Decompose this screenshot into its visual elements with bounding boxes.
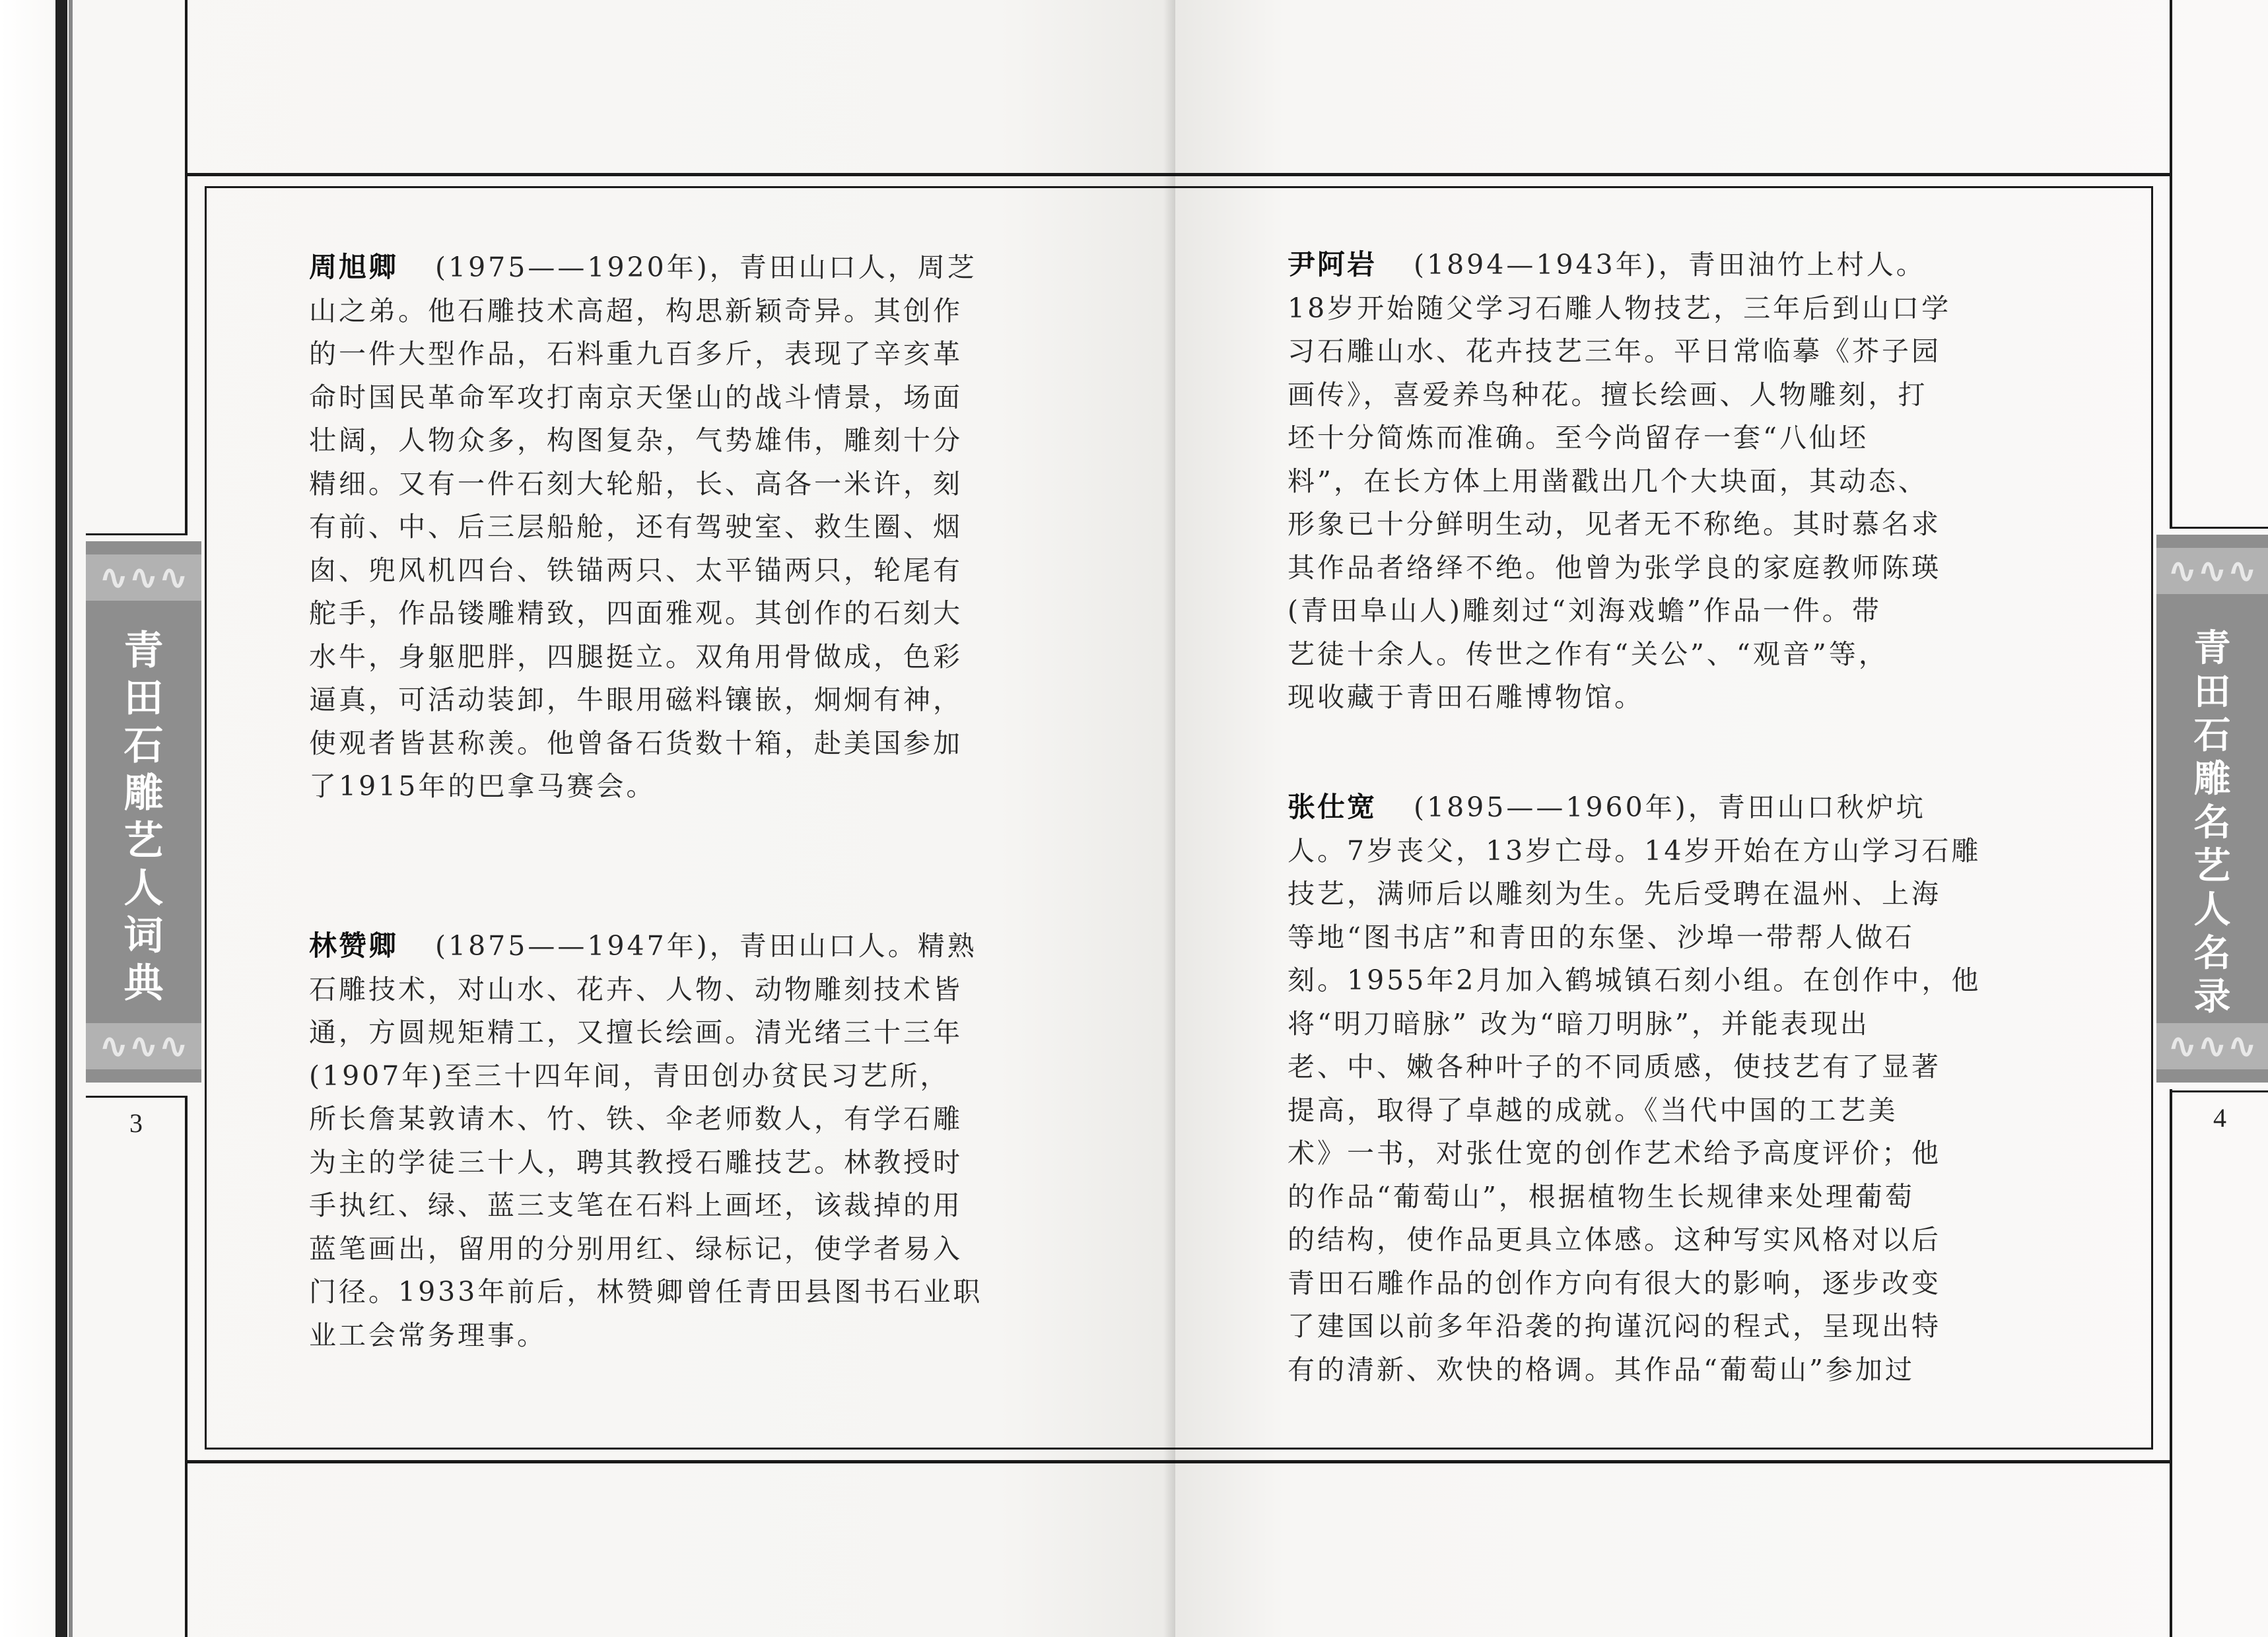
- entry-line: (青田阜山人)雕刻过“刘海戏蟾”作品一件。带: [1288, 595, 1882, 626]
- tab-char: 石: [123, 723, 164, 769]
- entry-line: 业工会常务理事。: [309, 1319, 547, 1351]
- entry-line: 的作品“葡萄山”，根据植物生长规律来处理葡萄: [1288, 1180, 1915, 1213]
- cloud-ornament-bottom: ∿∿∿: [86, 1023, 201, 1069]
- tab-char: 人: [2193, 888, 2231, 931]
- entry-line: 形象已十分鲜明生动，见者无不称绝。其时慕名求: [1288, 508, 1941, 540]
- entry-line: 门径。1933年前后，林赞卿曾任青田县图书石业职: [309, 1276, 983, 1308]
- entry-line: 老、中、嫩各种叶子的不同质感，使技艺有了显著: [1288, 1051, 1941, 1083]
- entry-line: 手执红、绿、蓝三支笔在石料上画坯，该裁掉的用: [309, 1189, 963, 1221]
- entry-line: (1875——1947年)，青田山口人。精熟: [435, 930, 977, 962]
- entry-line: 囱、兜风机四台、铁锚两只、太平锚两只，轮尾有: [309, 554, 963, 586]
- tab-char: 名: [2193, 801, 2231, 844]
- entry-line: 蓝笔画出，留用的分别用红、绿标记，使学者易入: [309, 1232, 963, 1265]
- tab-char: 雕: [2193, 758, 2231, 801]
- entry-yin-ayan: [1288, 243, 2045, 719]
- tab-char: 艺: [2193, 845, 2231, 888]
- entry-line: (1895——1960年)，青田山口秋炉坑: [1414, 791, 1926, 823]
- left-vertical-rule-bottom: [185, 1096, 188, 1637]
- page-number-left: 3: [129, 1108, 143, 1138]
- entry-line: 逼真，可活动装卸，牛眼用磁料镶嵌，炯炯有神，: [309, 684, 963, 716]
- tab-char: 石: [2193, 714, 2231, 757]
- entry-line: 技艺，满师后以雕刻为生。先后受聘在温州、上海: [1288, 878, 1941, 910]
- entry-line: 等地“图书店”和青田的东堡、沙埠一带帮人做石: [1288, 921, 1915, 953]
- right-vertical-rule-top: [2170, 0, 2172, 528]
- entry-line: 刻。1955年2月加入鹤城镇石刻小组。在创作中，他: [1288, 964, 1981, 996]
- cloud-ornament-top: ∿∿∿: [86, 554, 201, 601]
- tab-char: 青: [2193, 627, 2231, 670]
- entry-line: 术》一书，对张仕宽的创作艺术给予高度评价；他: [1288, 1137, 1941, 1169]
- entry-line: 现收藏于青田石雕博物馆。: [1288, 681, 1644, 713]
- tab-char: 艺: [123, 818, 164, 864]
- entry-zhou-xuqing: [309, 246, 1066, 809]
- left-vertical-rule-top: [185, 0, 188, 535]
- right-horizontal-rule-bottom: [1175, 1460, 2171, 1463]
- entry-line: 提高，取得了卓越的成就。《当代中国的工艺美: [1288, 1094, 1898, 1126]
- entry-line: 有前、中、后三层船舱，还有驾驶室、救生圈、烟: [309, 511, 963, 543]
- entry-line: 坯十分简炼而准确。至今尚留存一套“八仙坯: [1288, 422, 1869, 453]
- entry-line: 壮阔，人物众多，构图复杂，气势雄伟，雕刻十分: [309, 424, 963, 456]
- entry-line: 料”，在长方体上用凿戳出几个大块面，其动态、: [1288, 465, 1928, 497]
- tab-char: 雕: [123, 770, 164, 817]
- entry-line: 舵手，作品镂雕精致，四面雅观。其创作的石刻大: [309, 597, 963, 629]
- entry-name: 张仕宽: [1288, 791, 1377, 823]
- entry-line: 其作品者络绎不绝。他曾为张学良的家庭教师陈瑛: [1288, 551, 1941, 584]
- entry-line: 的一件大型作品，石料重九百多斤，表现了辛亥革: [309, 338, 963, 370]
- tab-char: 田: [123, 675, 164, 721]
- left-side-tab: [86, 541, 201, 1083]
- entry-line: 精细。又有一件石刻大轮船，长、高各一米许，刻: [309, 467, 963, 500]
- tab-char: 词: [123, 913, 164, 959]
- entry-zhang-shikuan: [1288, 785, 2045, 1391]
- left-horizontal-rule-bottom: [188, 1460, 1175, 1463]
- entry-line: 人。7岁丧父，13岁亡母。14岁开始在方山学习石雕: [1288, 834, 1981, 867]
- right-tab-underline: [2170, 527, 2268, 529]
- left-side-tab-title: [86, 627, 201, 1007]
- entry-name: 林赞卿: [309, 929, 399, 962]
- entry-line: 为主的学徒三十人，聘其教授石雕技艺。林教授时: [309, 1146, 963, 1178]
- tab-char: 青: [123, 628, 164, 674]
- entry-line: 所长詹某敦请木、竹、铁、伞老师数人，有学石雕: [309, 1103, 963, 1135]
- entry-line: 水牛，身躯肥胖，四腿挺立。双角用骨做成，色彩: [309, 640, 963, 673]
- entry-line: 使观者皆甚称羡。他曾备石货数十箱，赴美国参加: [309, 727, 963, 759]
- tab-char: 人: [123, 865, 164, 912]
- entry-line: 画传》，喜爱养鸟种花。擅长绘画、人物雕刻，打: [1288, 378, 1928, 411]
- entry-line: 了建国以前多年沿袭的拘谨沉闷的程式，呈现出特: [1288, 1310, 1941, 1342]
- tab-char: 录: [2193, 976, 2231, 1019]
- book-edge: [55, 0, 67, 1637]
- right-pnum-rule: [2170, 1090, 2268, 1092]
- entry-line: 通，方圆规矩精工，又擅长绘画。清光绪三十三年: [309, 1017, 963, 1048]
- tab-char: 田: [2193, 671, 2231, 714]
- cloud-ornament-bottom: ∿∿∿: [2156, 1023, 2268, 1069]
- entry-line: 山之弟。他石雕技术高超，构思新颖奇异。其创作: [309, 294, 963, 327]
- page-number-right: 4: [2213, 1103, 2226, 1133]
- entry-name: 周旭卿: [309, 251, 399, 283]
- right-side-tab-title: [2156, 627, 2268, 1019]
- entry-line: 有的清新、欢快的格调。其作品“葡萄山”参加过: [1288, 1353, 1915, 1386]
- entry-line: 的结构，使作品更具立体感。这种写实风格对以后: [1288, 1224, 1941, 1255]
- entry-line: 艺徒十余人。传世之作有“关公”、“观音”等，: [1288, 638, 1888, 670]
- entry-line: 了1915年的巴拿马赛会。: [309, 770, 656, 802]
- right-page: [1175, 0, 2268, 1637]
- tab-char: 典: [123, 960, 164, 1007]
- entry-line: 18岁开始随父学习石雕人物技艺，三年后到山口学: [1288, 292, 1952, 324]
- tab-char: 名: [2193, 932, 2231, 975]
- entry-name: 尹阿岩: [1288, 248, 1377, 281]
- entry-line: 将“明刀暗脉” 改为“暗刀明脉”，并能表现出: [1288, 1007, 1870, 1040]
- entry-line: 命时国民革命军攻打南京天堡山的战斗情景，场面: [309, 381, 963, 413]
- entry-line: (1975——1920年)，青田山口人，周芝: [435, 251, 977, 283]
- right-horizontal-rule-top: [1175, 173, 2171, 176]
- entry-line: 习石雕山水、花卉技艺三年。平日常临摹《芥子园: [1288, 335, 1941, 367]
- entry-lin-zanqing: [309, 924, 1066, 1357]
- entry-line: 青田石雕作品的创作方向有很大的影响，逐步改变: [1288, 1267, 1941, 1299]
- right-vertical-rule-bottom: [2170, 1089, 2172, 1637]
- right-side-tab: [2156, 535, 2268, 1083]
- book-edge-inner: [69, 0, 73, 1637]
- left-pnum-rule: [86, 1096, 188, 1098]
- entry-line: (1894—1943年)，青田油竹上村人。: [1414, 249, 1926, 281]
- cloud-ornament-top: ∿∿∿: [2156, 548, 2268, 594]
- entry-line: 石雕技术，对山水、花卉、人物、动物雕刻技术皆: [309, 973, 963, 1005]
- left-tab-underline: [86, 533, 188, 535]
- entry-line: (1907年)至三十四年间，青田创办贫民习艺所，: [309, 1059, 950, 1092]
- left-horizontal-rule-top: [188, 173, 1175, 176]
